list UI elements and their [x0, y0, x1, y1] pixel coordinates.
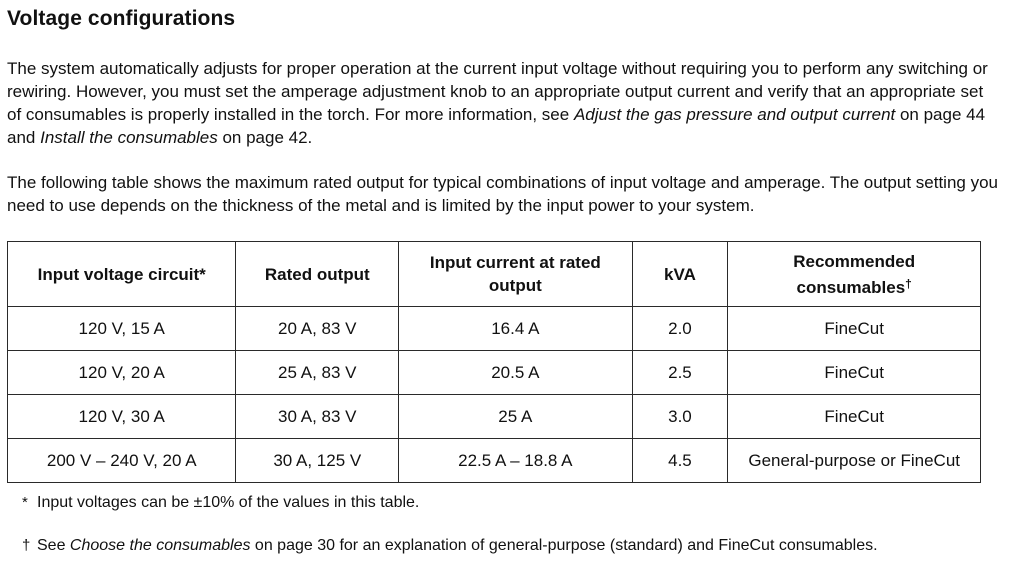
table-row — [8, 395, 981, 439]
cell-consumables: FineCut — [728, 351, 981, 395]
header-input-current: Input current at rated output — [399, 242, 632, 307]
cell-kva: 3.0 — [632, 395, 728, 439]
cell-consumables: General-purpose or FineCut — [728, 439, 981, 483]
header-rated-output: Rated output — [236, 242, 399, 307]
cell-kva: 2.0 — [632, 307, 728, 351]
cell-input-voltage: 200 V – 240 V, 20 A — [8, 439, 236, 483]
intro-text-part2: on page 44 and — [7, 105, 986, 147]
cell-input-voltage: 120 V, 15 A — [8, 307, 236, 351]
footnote-marker: † — [22, 537, 31, 554]
header-kva: kVA — [632, 242, 728, 307]
dagger-mark: † — [905, 276, 912, 291]
header-recommended-consumables — [728, 242, 981, 307]
footnote-text-part2: on page 30 for an explanation of general-purpose (standard) and FineCut consumables. — [250, 537, 878, 554]
cell-input-current: 20.5 A — [399, 351, 632, 395]
intro-text-part1: The system automatically adjusts for proper operation at the current input voltage without requiring you to perform any switching or rewiring. However, you must set the amperage adjustment knob to an appropriate output current and verify that an appropriate set of consumables is properly installed in the torch. For more information, see — [7, 59, 988, 124]
table-row — [8, 439, 981, 483]
intro-paragraph — [7, 57, 1002, 149]
footnote-text-part1: See — [37, 537, 70, 554]
link-install-consumables[interactable]: Install the consumables — [40, 128, 218, 147]
cell-input-current: 16.4 A — [399, 307, 632, 351]
cell-kva: 2.5 — [632, 351, 728, 395]
cell-rated-output: 25 A, 83 V — [236, 351, 399, 395]
table-header-row — [8, 242, 981, 307]
cell-rated-output: 30 A, 83 V — [236, 395, 399, 439]
footnote-marker: * — [22, 494, 28, 511]
link-choose-consumables[interactable]: Choose the consumables — [69, 537, 251, 554]
cell-consumables: FineCut — [728, 395, 981, 439]
cell-rated-output: 30 A, 125 V — [236, 439, 399, 483]
cell-input-voltage: 120 V, 30 A — [8, 395, 236, 439]
table-row — [8, 351, 981, 395]
header-input-voltage: Input voltage circuit* — [8, 242, 236, 307]
table-row — [8, 307, 981, 351]
footnote-dagger — [22, 536, 878, 556]
voltage-configuration-table — [7, 241, 981, 483]
table-description-paragraph: The following table shows the maximum rated output for typical combinations of input voltage and amperage. The output setting you need to use depends on the thickness of the metal and is limited by the input power to your system. — [7, 173, 998, 215]
cell-consumables: FineCut — [728, 307, 981, 351]
link-adjust-gas-pressure[interactable]: Adjust the gas pressure and output current — [573, 105, 896, 124]
cell-rated-output: 20 A, 83 V — [236, 307, 399, 351]
cell-input-current: 25 A — [399, 395, 632, 439]
footnote-asterisk — [22, 493, 419, 513]
cell-input-current: 22.5 A – 18.8 A — [399, 439, 632, 483]
intro-text-part3: on page 42. — [217, 128, 313, 147]
footnote-text: Input voltages can be ±10% of the values in this table. — [37, 494, 420, 511]
cell-kva: 4.5 — [632, 439, 728, 483]
section-heading: Voltage configurations — [7, 7, 236, 30]
header-consumables-label: Recommended consumables — [793, 251, 916, 297]
cell-input-voltage: 120 V, 20 A — [8, 351, 236, 395]
